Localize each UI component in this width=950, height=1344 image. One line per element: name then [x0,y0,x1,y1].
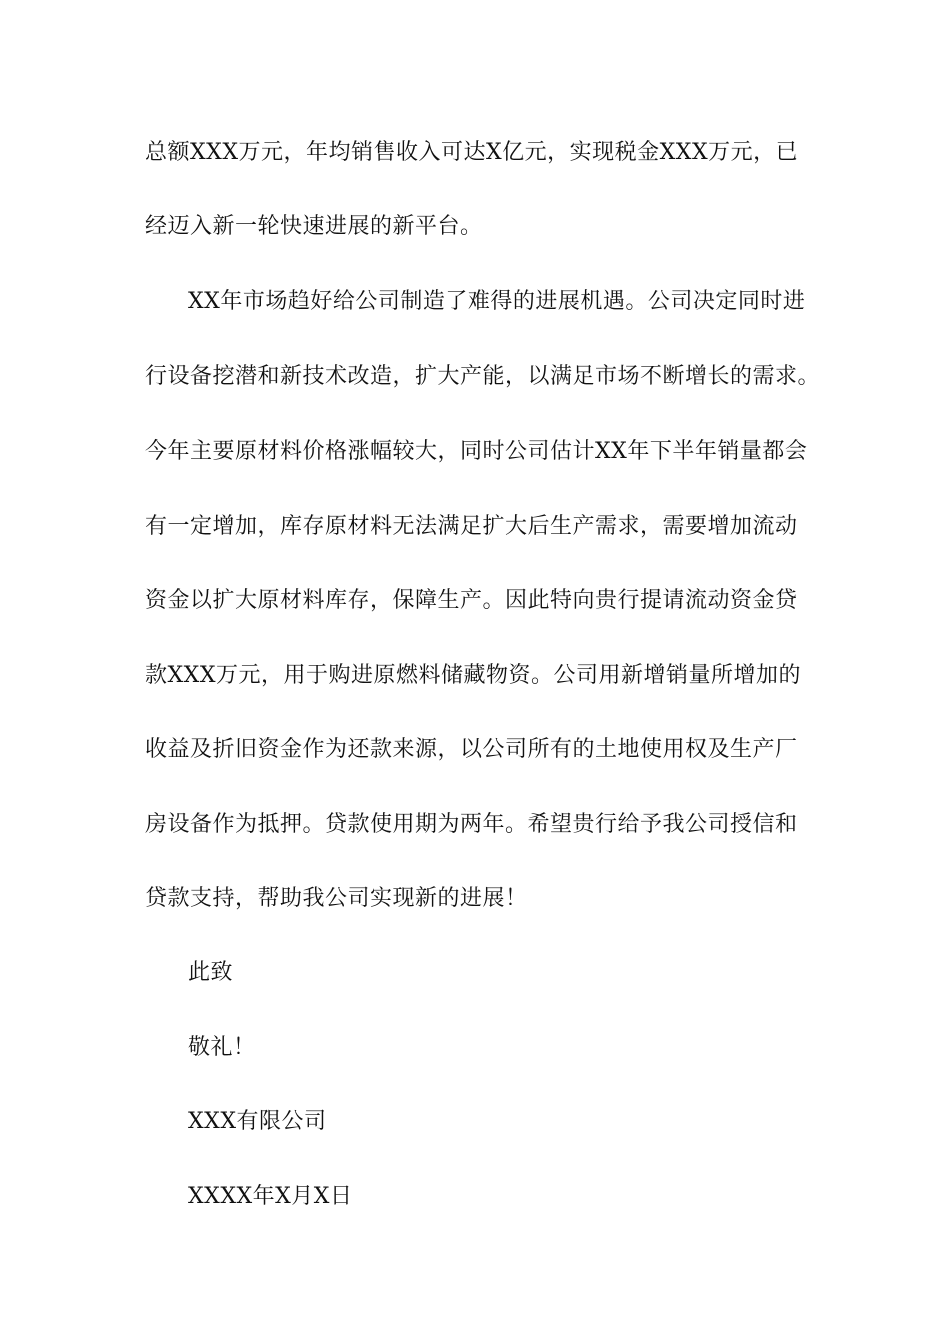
body-line: 有一定增加，库存原材料无法满足扩大后生产需求，需要增加流动 [145,514,798,539]
letter-date: XXXX年X月X日 [188,1184,353,1209]
body-line: 资金以扩大原材料库存，保障生产。因此特向贵行提请流动资金贷 [145,588,798,613]
body-line: 款XXX万元，用于购进原燃料储藏物资。公司用新增销量所增加的 [145,663,801,688]
body-line: 经迈入新一轮快速进展的新平台。 [145,214,483,239]
body-line: 贷款支持，帮助我公司实现新的进展！ [145,886,528,911]
body-line: 收益及折旧资金作为还款来源，以公司所有的土地使用权及生产厂 [145,737,798,762]
body-line: XX年市场趋好给公司制造了难得的进展机遇。公司决定同时进 [188,289,806,314]
closing-salutation: 此致 [188,960,234,985]
body-line: 房设备作为抵押。贷款使用期为两年。希望贵行给予我公司授信和 [145,812,798,837]
company-name: XXX有限公司 [188,1109,327,1134]
body-line: 行设备挖潜和新技术改造，扩大产能，以满足市场不断增长的需求。 [145,364,821,389]
closing-regards: 敬礼！ [188,1035,256,1060]
body-line: 今年主要原材料价格涨幅较大，同时公司估计XX年下半年销量都会 [145,439,808,464]
body-line: 总额XXX万元，年均销售收入可达X亿元，实现税金XXX万元，已 [145,140,799,165]
